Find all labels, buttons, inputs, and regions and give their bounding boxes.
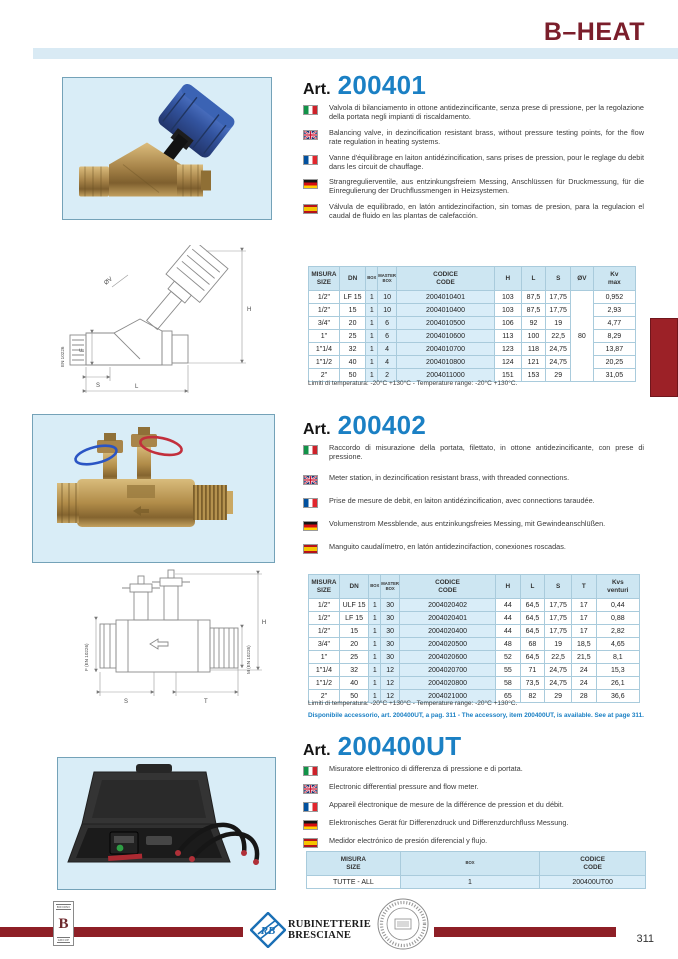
table-header-cell: H xyxy=(495,267,522,291)
dim-label-t: T xyxy=(204,699,208,705)
article-number: 200400UT xyxy=(337,731,462,761)
germany-flag-icon xyxy=(303,820,318,830)
table-cell: 1/2" xyxy=(309,291,340,304)
table-cell: 100 xyxy=(521,330,546,343)
table-cell: 30 xyxy=(381,612,400,625)
description-block xyxy=(303,444,645,561)
table-cell: 3/4" xyxy=(309,638,340,651)
table-cell: 6 xyxy=(378,330,397,343)
table-cell: 2,93 xyxy=(593,304,635,317)
table-cell: 40 xyxy=(339,356,365,369)
italy-flag-icon xyxy=(303,445,318,455)
table-cell: 1/2" xyxy=(309,612,340,625)
table-header-cell: L xyxy=(521,267,546,291)
table-row xyxy=(309,664,640,677)
table-row xyxy=(309,651,640,664)
table-cell: LF 15 xyxy=(339,291,365,304)
table-cell: 1 xyxy=(366,291,378,304)
table-header-cell: CODICE CODE xyxy=(396,267,494,291)
table-header-row xyxy=(307,852,646,876)
description-row xyxy=(303,801,645,812)
table-cell: 103 xyxy=(495,291,522,304)
table-cell: 22,5 xyxy=(546,330,571,343)
table-cell: 2004010500 xyxy=(396,317,494,330)
table-header-row xyxy=(309,267,636,291)
description-row xyxy=(303,543,645,554)
article-number: 200402 xyxy=(337,410,427,440)
dim-label-m: M (EN 10226) xyxy=(246,645,251,674)
accessory-note: Disponibile accessorio, art. 200400UT, a pag. 311 - The accessory, item 200400UT, is available. See at page 311. xyxy=(308,712,644,719)
table-cell: 26,1 xyxy=(596,677,639,690)
article-heading xyxy=(303,410,426,441)
table-header-cell: L xyxy=(520,575,545,599)
table-header-cell: BOX xyxy=(366,267,378,291)
table-cell: 1"1/2 xyxy=(309,356,340,369)
temperature-note: Limiti di temperatura: -20°C +130°C - Temperature range: -20°C +130°C. xyxy=(308,380,518,387)
table-cell: 2 xyxy=(378,369,397,382)
table-cell: 1"1/4 xyxy=(309,664,340,677)
description-text: Strangregulierventile, aus entzinkungsfreiem Messing, Anschlüssen für Druckmessung, für die Einregulierung der Druchflussmengen in Heizsystemen. xyxy=(329,177,644,196)
france-flag-icon xyxy=(303,802,318,812)
table-cell: 1" xyxy=(309,330,340,343)
table-cell: 28 xyxy=(571,690,596,703)
rubinetterie-bresciane-logo xyxy=(250,912,286,948)
table-cell: 58 xyxy=(496,677,520,690)
table-cell: 0,88 xyxy=(596,612,639,625)
table-cell: 6 xyxy=(378,317,397,330)
table-header-cell: H xyxy=(496,575,520,599)
table-cell: 2004020500 xyxy=(399,638,495,651)
table-cell: 68 xyxy=(520,638,545,651)
table-cell: 17,75 xyxy=(545,612,572,625)
table-header-row xyxy=(309,575,640,599)
description-row xyxy=(303,444,645,462)
table-cell: 80 xyxy=(571,291,594,382)
table-header-cell: S xyxy=(546,267,571,291)
table-cell: 1/2" xyxy=(309,304,340,317)
table-cell: 121 xyxy=(521,356,546,369)
dim-label-f: F (EN 10226) xyxy=(84,643,89,671)
table-cell: 1 xyxy=(366,343,378,356)
table-cell: 1 xyxy=(369,651,381,664)
table-cell: 12 xyxy=(381,664,400,677)
dim-label-h: H xyxy=(247,307,252,313)
description-row xyxy=(303,520,645,531)
table-row xyxy=(309,599,640,612)
description-text: Vanne d'équilibrage en laiton antidézincification, sans prises de pression, pour le reglage du debit dans les circuit de chauffage. xyxy=(329,152,644,171)
table-cell: 118 xyxy=(521,343,546,356)
table-cell: 24,75 xyxy=(546,356,571,369)
table-cell: 124 xyxy=(495,356,522,369)
spec-table xyxy=(306,851,646,889)
spec-table-200402 xyxy=(308,574,640,703)
table-cell: 65 xyxy=(496,690,520,703)
spain-flag-icon xyxy=(303,204,318,214)
france-flag-icon xyxy=(303,155,318,165)
table-cell: 64,5 xyxy=(520,599,545,612)
description-text: Raccordo di misurazione della portata, filettato, in ottone antidezincificante, con prese di pressione. xyxy=(329,443,644,461)
table-cell: 64,5 xyxy=(520,651,545,664)
table-cell: 1 xyxy=(366,317,378,330)
description-row xyxy=(303,178,645,196)
table-cell: 17,75 xyxy=(545,599,572,612)
table-cell: 52 xyxy=(496,651,520,664)
table-header-cell: DN xyxy=(339,267,365,291)
table-cell: 24,75 xyxy=(545,664,572,677)
description-text: Misuratore elettronico di differenza di pressione e di portata. xyxy=(329,764,523,773)
table-cell: 2004010600 xyxy=(396,330,494,343)
table-cell: 32 xyxy=(339,664,368,677)
table-cell: 4 xyxy=(378,343,397,356)
table-cell: 10 xyxy=(378,291,397,304)
svg-text:RB: RB xyxy=(260,925,276,937)
spain-flag-icon xyxy=(303,838,318,848)
description-text: Appareil électronique de mesure de la différence de pression et du débit. xyxy=(329,800,564,809)
bonomi-logo-bottom-text: GROUP xyxy=(57,938,70,942)
temperature-note: Limiti di temperatura: -20°C +130°C - Temperature range: -20°C +130°C. xyxy=(308,700,518,707)
table-cell: 1 xyxy=(366,369,378,382)
table-cell: 24,75 xyxy=(546,343,571,356)
table-cell: 64,5 xyxy=(520,625,545,638)
italy-flag-icon xyxy=(303,766,318,776)
product-photo-flow-meter-case xyxy=(57,757,276,890)
table-cell: 0,952 xyxy=(593,291,635,304)
table-cell: 2004011000 xyxy=(396,369,494,382)
table-header-cell: Kv max xyxy=(593,267,635,291)
table-row xyxy=(309,612,640,625)
table-cell: 2004010700 xyxy=(396,343,494,356)
dim-label-f: F xyxy=(80,348,86,352)
table-cell: 24 xyxy=(571,664,596,677)
technical-drawing-valve xyxy=(56,245,256,397)
description-row xyxy=(303,783,645,794)
uk-flag-icon xyxy=(303,784,318,794)
article-heading xyxy=(303,70,426,101)
table-header-cell: MASTER BOX xyxy=(378,267,397,291)
description-row xyxy=(303,154,645,172)
dim-label-en10226: EN 10226 xyxy=(60,346,65,367)
description-text: Volumenstrom Messblende, aus entzinkungsfreies Messing, mit Gewindeanschlüßen. xyxy=(329,518,606,528)
table-cell: 87,5 xyxy=(521,304,546,317)
table-header-cell: MISURA SIZE xyxy=(309,267,340,291)
table-cell: 0,44 xyxy=(596,599,639,612)
table-cell: 1 xyxy=(400,876,540,889)
dim-label-s: S xyxy=(124,699,129,705)
table-cell: 1" xyxy=(309,651,340,664)
dim-label-l: L xyxy=(135,384,139,390)
table-cell: 10 xyxy=(378,304,397,317)
description-row xyxy=(303,819,645,830)
table-cell: 30 xyxy=(381,638,400,651)
iso-certification-stamp xyxy=(376,897,430,951)
dim-label-s: S xyxy=(96,383,101,389)
table-cell: 1"1/4 xyxy=(309,343,340,356)
table-cell: 1 xyxy=(369,599,381,612)
table-header-cell: ØV xyxy=(571,267,594,291)
table-cell: 2004020400 xyxy=(399,625,495,638)
table-cell: 29 xyxy=(545,690,572,703)
spain-flag-icon xyxy=(303,544,318,554)
table-cell: 20 xyxy=(339,638,368,651)
article-heading xyxy=(303,731,461,762)
table-cell: 2004020800 xyxy=(399,677,495,690)
table-header-cell: BOX xyxy=(400,852,540,876)
table-cell: 48 xyxy=(496,638,520,651)
table-cell: TUTTE - ALL xyxy=(307,876,401,889)
description-row xyxy=(303,104,645,122)
article-label: Art. xyxy=(303,742,331,759)
table-cell: 20,25 xyxy=(593,356,635,369)
description-text: Válvula de equilibrado, en latón antidezincifaction, sin tomas de presion, para la regulacion el caudal de fluido en las plantas de calefacción. xyxy=(329,202,644,221)
table-cell: 24,75 xyxy=(545,677,572,690)
table-cell: 1 xyxy=(369,625,381,638)
table-cell: 1 xyxy=(366,356,378,369)
table-cell: 2004021000 xyxy=(399,690,495,703)
description-row xyxy=(303,497,645,508)
table-cell: 17,75 xyxy=(546,304,571,317)
table-cell: 82 xyxy=(520,690,545,703)
table-cell: 151 xyxy=(495,369,522,382)
france-flag-icon xyxy=(303,498,318,508)
description-text: Elektronisches Gerät für Differenzdruck und Differenzdurchfluss Messung. xyxy=(329,818,569,827)
table-cell: 106 xyxy=(495,317,522,330)
footer-bar-left xyxy=(0,927,243,937)
description-text: Meter station, in dezincification resistant brass, with threaded connections. xyxy=(329,472,570,482)
company-name-line1: RUBINETTERIE xyxy=(288,919,371,930)
table-cell: 1"1/2 xyxy=(309,677,340,690)
table-cell: 44 xyxy=(496,612,520,625)
technical-drawing-meter-station xyxy=(80,566,270,724)
table-cell: 13,87 xyxy=(593,343,635,356)
spec-table-200400ut xyxy=(306,851,646,889)
table-cell: 8,1 xyxy=(596,651,639,664)
company-name-line2: BRESCIANE xyxy=(288,930,352,941)
table-cell: 55 xyxy=(496,664,520,677)
table-cell: 17 xyxy=(571,599,596,612)
table-cell: 2" xyxy=(309,690,340,703)
table-cell: 31,05 xyxy=(593,369,635,382)
table-row xyxy=(309,291,636,304)
table-cell: 50 xyxy=(339,369,365,382)
table-cell: 1 xyxy=(369,664,381,677)
article-number: 200401 xyxy=(337,70,427,100)
table-cell: 1 xyxy=(366,304,378,317)
table-row xyxy=(307,876,646,889)
table-cell: 153 xyxy=(521,369,546,382)
table-header-cell: MISURA SIZE xyxy=(309,575,340,599)
bonomi-logo-letter: B xyxy=(58,915,69,932)
description-row xyxy=(303,837,645,848)
table-cell: 18,5 xyxy=(571,638,596,651)
spec-table xyxy=(308,266,636,382)
table-cell: 1 xyxy=(369,612,381,625)
table-cell: 2004010800 xyxy=(396,356,494,369)
description-text: Valvola di bilanciamento in ottone antidezincificante, senza prese di pressione, per la regolazione della portata negli impianti di riscaldamento. xyxy=(329,103,644,121)
table-cell: 103 xyxy=(495,304,522,317)
table-header-cell: MISURA SIZE xyxy=(307,852,401,876)
table-cell: 25 xyxy=(339,330,365,343)
article-label: Art. xyxy=(303,421,331,438)
table-cell: 17 xyxy=(571,612,596,625)
table-cell: 30 xyxy=(381,651,400,664)
table-cell: 17,75 xyxy=(546,291,571,304)
table-header-cell: CODICE CODE xyxy=(540,852,646,876)
table-cell: 29 xyxy=(546,369,571,382)
table-cell: 2004020600 xyxy=(399,651,495,664)
description-text: Medidor electrónico de presión diferencial y flujo. xyxy=(329,836,488,845)
flow-meter-case-image xyxy=(58,758,275,889)
description-row xyxy=(303,203,645,221)
table-row xyxy=(309,638,640,651)
article-label: Art. xyxy=(303,81,331,98)
table-cell: 2004020700 xyxy=(399,664,495,677)
table-cell: 2004010400 xyxy=(396,304,494,317)
table-cell: 15 xyxy=(339,625,368,638)
table-cell: 44 xyxy=(496,599,520,612)
table-header-cell: MASTER BOX xyxy=(381,575,400,599)
description-text: Prise de mesure de debit, en laiton antidézincification, avec connections taraudée. xyxy=(329,495,595,505)
page-edge-tab xyxy=(650,318,678,397)
table-cell: 4,65 xyxy=(596,638,639,651)
footer-bar-right xyxy=(434,927,616,937)
description-row xyxy=(303,474,645,485)
product-photo-meter-station xyxy=(32,414,275,563)
table-cell: 25 xyxy=(339,651,368,664)
description-block xyxy=(303,104,645,228)
table-cell: 30 xyxy=(381,625,400,638)
table-cell: 15 xyxy=(339,304,365,317)
table-cell: ULF 15 xyxy=(339,599,368,612)
product-photo-balancing-valve xyxy=(62,77,272,220)
table-cell: 12 xyxy=(381,690,400,703)
italy-flag-icon xyxy=(303,105,318,115)
dim-label-ov: ØV xyxy=(103,276,114,287)
description-text: Electronic differential pressure and flow meter. xyxy=(329,782,479,791)
table-cell: 15,3 xyxy=(596,664,639,677)
table-cell: 1 xyxy=(369,690,381,703)
table-cell: 2004020402 xyxy=(399,599,495,612)
table-cell: 20 xyxy=(339,317,365,330)
dim-label-h: H xyxy=(261,620,267,626)
header-band xyxy=(33,48,678,59)
table-cell: 44 xyxy=(496,625,520,638)
table-cell: 2" xyxy=(309,369,340,382)
meter-station-image xyxy=(33,415,274,562)
table-cell: LF 15 xyxy=(339,612,368,625)
germany-flag-icon xyxy=(303,521,318,531)
table-cell: 4,77 xyxy=(593,317,635,330)
table-cell: 1/2" xyxy=(309,625,340,638)
table-row xyxy=(309,625,640,638)
table-header-cell: T xyxy=(571,575,596,599)
table-cell: 1 xyxy=(369,677,381,690)
description-row xyxy=(303,765,645,776)
table-cell: 4 xyxy=(378,356,397,369)
page-number: 311 xyxy=(636,933,654,945)
table-cell: 1 xyxy=(366,330,378,343)
bonomi-logo-top-text: BONOMI xyxy=(57,905,70,909)
table-cell: 64,5 xyxy=(520,612,545,625)
table-cell: 50 xyxy=(339,690,368,703)
table-cell: 113 xyxy=(495,330,522,343)
table-header-cell: CODICE CODE xyxy=(399,575,495,599)
table-cell: 3/4" xyxy=(309,317,340,330)
table-cell: 36,6 xyxy=(596,690,639,703)
balancing-valve-image xyxy=(63,78,271,219)
table-cell: 24 xyxy=(571,677,596,690)
spec-table-200401 xyxy=(308,266,636,382)
table-cell: 1/2" xyxy=(309,599,340,612)
table-header-cell: BOX xyxy=(369,575,381,599)
germany-flag-icon xyxy=(303,179,318,189)
table-cell: 12 xyxy=(381,677,400,690)
table-cell: 2004020401 xyxy=(399,612,495,625)
uk-flag-icon xyxy=(303,130,318,140)
page-title: B–HEAT xyxy=(543,18,645,46)
description-block xyxy=(303,765,645,855)
table-cell: 21,5 xyxy=(571,651,596,664)
table-header-cell: S xyxy=(545,575,572,599)
table-cell: 200400UT00 xyxy=(540,876,646,889)
description-row xyxy=(303,129,645,147)
table-cell: 22,5 xyxy=(545,651,572,664)
table-cell: 2,82 xyxy=(596,625,639,638)
spec-table xyxy=(308,574,640,703)
table-cell: 123 xyxy=(495,343,522,356)
bonomi-group-logo xyxy=(53,901,74,946)
table-cell: 17 xyxy=(571,625,596,638)
table-header-cell: Kvs venturi xyxy=(596,575,639,599)
table-cell: 30 xyxy=(381,599,400,612)
company-name xyxy=(288,919,371,941)
table-cell: 73,5 xyxy=(520,677,545,690)
table-cell: 17,75 xyxy=(545,625,572,638)
table-cell: 19 xyxy=(545,638,572,651)
table-header-cell: DN xyxy=(339,575,368,599)
description-text: Balancing valve, in dezincification resistant brass, without pressure testing points, for the flow rate regulation in heating systems. xyxy=(329,127,644,146)
table-cell: 71 xyxy=(520,664,545,677)
uk-flag-icon xyxy=(303,475,318,485)
table-cell: 1 xyxy=(369,638,381,651)
table-cell: 32 xyxy=(339,343,365,356)
description-text: Manguito caudalímetro, en latón antidezincifaction, conexiones roscadas. xyxy=(329,541,566,551)
table-row xyxy=(309,677,640,690)
table-cell: 92 xyxy=(521,317,546,330)
table-cell: 2004010401 xyxy=(396,291,494,304)
table-cell: 40 xyxy=(339,677,368,690)
table-cell: 8,29 xyxy=(593,330,635,343)
table-cell: 87,5 xyxy=(521,291,546,304)
table-cell: 19 xyxy=(546,317,571,330)
